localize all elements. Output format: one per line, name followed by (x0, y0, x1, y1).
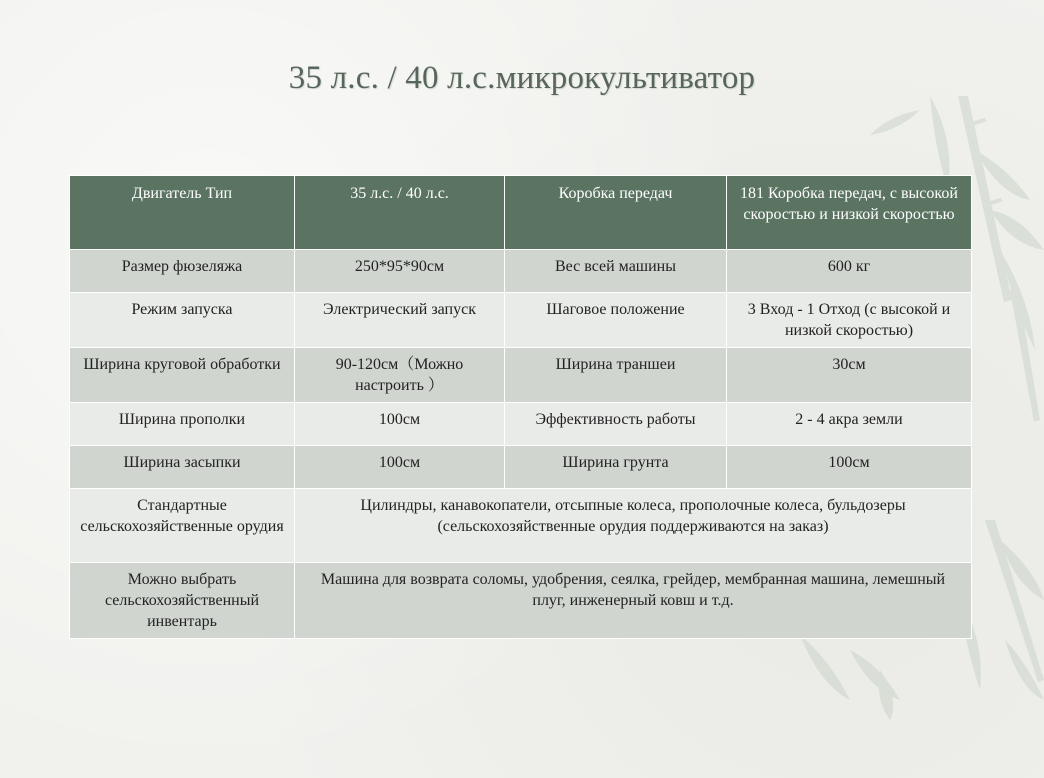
table-cell: 2 - 4 акра земли (727, 403, 972, 446)
table-row (70, 403, 972, 446)
table-cell: 3 Вход - 1 Отход (с высокой и низкой скоростью) (727, 293, 972, 348)
table-row (70, 446, 972, 489)
table-row (70, 563, 972, 639)
table-row (70, 293, 972, 348)
table-cell: Стандартные сельскохозяйственные орудия (70, 489, 295, 563)
table-cell: Ширина грунта (505, 446, 727, 489)
table-header-row (70, 176, 972, 250)
table-cell: Режим запуска (70, 293, 295, 348)
table-header-cell: 181 Коробка передач, с высокой скоростью и низкой скоростью (727, 176, 972, 250)
table-header-cell: Двигатель Тип (70, 176, 295, 250)
table-cell: Ширина прополки (70, 403, 295, 446)
table-cell: Шаговое положение (505, 293, 727, 348)
table-cell: Размер фюзеляжа (70, 250, 295, 293)
page-title: 35 л.с. / 40 л.с.микрокультиватор (288, 60, 756, 96)
table-row (70, 250, 972, 293)
table-cell-wide: Цилиндры, канавокопатели, отсыпные колеса, прополочные колеса, бульдозеры (сельскохозяйственные орудия поддерживаются на заказ) (295, 489, 972, 563)
table-row (70, 489, 972, 563)
table-cell: Ширина круговой обработки (70, 348, 295, 403)
table-cell-wide: Машина для возврата соломы, удобрения, сеялка, грейдер, мембранная машина, лемешный плуг, инженерный ковш и т.д. (295, 563, 972, 639)
table-cell: 30см (727, 348, 972, 403)
table-cell: Электрический запуск (295, 293, 505, 348)
table-row (70, 348, 972, 403)
table-cell: Можно выбрать сельскохозяйственный инвентарь (70, 563, 295, 639)
table-header-cell: 35 л.с. / 40 л.с. (295, 176, 505, 250)
table-cell: 100см (727, 446, 972, 489)
table-cell: 100см (295, 403, 505, 446)
table-header-cell: Коробка передач (505, 176, 727, 250)
table-cell: Ширина засыпки (70, 446, 295, 489)
table-cell: 100см (295, 446, 505, 489)
spec-table (69, 175, 972, 639)
table-cell: 600 кг (727, 250, 972, 293)
table-cell: Ширина траншеи (505, 348, 727, 403)
table-cell: 90-120см（Можно настроить ） (295, 348, 505, 403)
table-cell: Вес всей машины (505, 250, 727, 293)
table-cell: Эффективность работы (505, 403, 727, 446)
table-cell: 250*95*90см (295, 250, 505, 293)
